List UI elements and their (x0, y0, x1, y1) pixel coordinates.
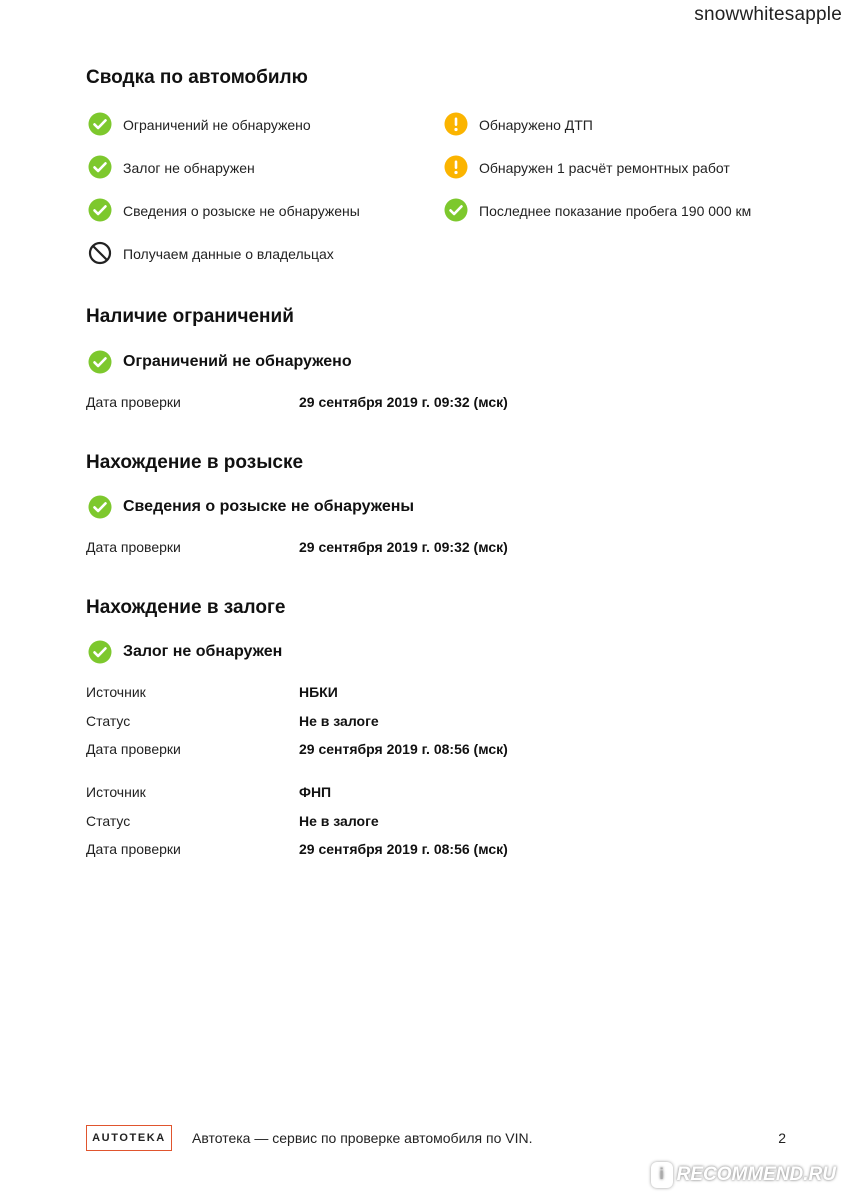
wanted-title: Нахождение в розыске (86, 452, 304, 473)
check-icon (88, 350, 112, 374)
page-footer (86, 1125, 786, 1155)
restrictions-date-label: Дата проверки (86, 394, 181, 410)
footer-text: Автотека — сервис по проверке автомобиля по VIN. (192, 1130, 533, 1146)
pledge-title: Нахождение в залоге (86, 597, 286, 618)
check-icon (88, 198, 112, 222)
warning-icon (444, 155, 468, 179)
check-icon (88, 112, 112, 136)
wanted-status: Сведения о розыске не обнаружены (123, 498, 415, 515)
page-number: 2 (778, 1130, 786, 1146)
recommend-badge-icon: i (651, 1162, 673, 1188)
summary-item-mileage: Последнее показание пробега 190 000 км (479, 203, 752, 219)
wanted-date-value: 29 сентября 2019 г. 09:32 (мск) (299, 539, 508, 555)
check-icon (444, 198, 468, 222)
wanted-date-label: Дата проверки (86, 539, 181, 555)
summary-item-no-pledge: Залог не обнаружен (123, 160, 255, 176)
summary-item-not-wanted: Сведения о розыске не обнаружены (123, 203, 360, 219)
pledge-status-value: Не в залоге (299, 813, 379, 829)
check-icon (88, 495, 112, 519)
no-entry-icon (88, 241, 112, 265)
autoteka-logo: AUTOTEKA (86, 1125, 172, 1151)
summary-title: Сводка по автомобилю (86, 67, 308, 88)
check-icon (88, 155, 112, 179)
recommend-watermark-text: RECOMMEND.RU (676, 1164, 836, 1185)
pledge-date-label: Дата проверки (86, 741, 181, 757)
pledge-status-label: Статус (86, 813, 131, 829)
pledge-source-value: ФНП (299, 784, 332, 800)
pledge-source-value: НБКИ (299, 684, 338, 700)
summary-item-accident: Обнаружено ДТП (479, 117, 593, 133)
pledge-date-label: Дата проверки (86, 841, 181, 857)
pledge-status-label: Статус (86, 713, 131, 729)
recommend-watermark (651, 1162, 836, 1188)
restrictions-date-value: 29 сентября 2019 г. 09:32 (мск) (299, 394, 508, 410)
pledge-status: Залог не обнаружен (123, 643, 283, 660)
pledge-source-label: Источник (86, 684, 146, 700)
check-icon (88, 640, 112, 664)
warning-icon (444, 112, 468, 136)
pledge-date-value: 29 сентября 2019 г. 08:56 (мск) (299, 741, 508, 757)
restrictions-title: Наличие ограничений (86, 306, 294, 327)
pledge-status-value: Не в залоге (299, 713, 379, 729)
summary-item-no-restrictions: Ограничений не обнаружено (123, 117, 311, 133)
pledge-source-label: Источник (86, 784, 146, 800)
summary-item-repair-estimate: Обнаружен 1 расчёт ремонтных работ (479, 160, 730, 176)
pledge-date-value: 29 сентября 2019 г. 08:56 (мск) (299, 841, 508, 857)
restrictions-status: Ограничений не обнаружено (123, 353, 352, 370)
watermark-username: snowwhitesapple (694, 4, 842, 25)
summary-item-owners-pending: Получаем данные о владельцах (123, 246, 334, 262)
